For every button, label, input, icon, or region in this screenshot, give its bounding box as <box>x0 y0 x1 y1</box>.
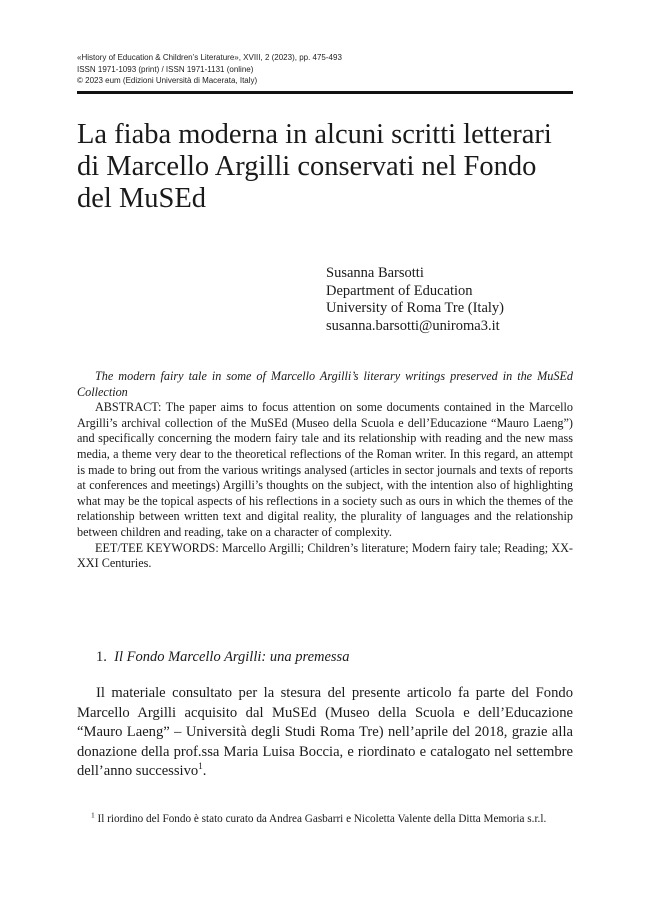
author-email: susanna.barsotti@uniroma3.it <box>326 317 500 334</box>
author-name: Susanna Barsotti <box>326 265 424 281</box>
article-title <box>77 119 577 215</box>
author-department: Department of Education <box>326 282 473 299</box>
section-number: 1. <box>96 649 107 665</box>
title-line-3: del MuSEd <box>77 183 207 214</box>
issn-line: ISSN 1971-1093 (print) / ISSN 1971-1131 (online) <box>77 64 254 74</box>
footnote-marker: 1 <box>91 810 95 820</box>
footnote-paragraph <box>77 812 573 827</box>
header-rule <box>77 91 573 94</box>
section-title: Il Fondo Marcello Argilli: una premessa <box>114 649 350 665</box>
paragraph-end: . <box>202 763 207 780</box>
keywords-text: EET/TEE KEYWORDS: Marcello Argilli; Children’s literature; Modern fairy tale; Reading; XX-XXI Centuries. <box>77 540 573 571</box>
footnote-block <box>77 812 573 827</box>
section-heading <box>96 648 349 666</box>
copyright-line: © 2023 eum (Edizioni Università di Macerata, Italy) <box>77 76 258 85</box>
english-title: The modern fairy tale in some of Marcello Argilli’s literary writings preserved in the MuSEd Collection <box>77 369 573 399</box>
title-line-1: La fiaba moderna in alcuni scritti letterari <box>77 119 552 150</box>
journal-citation: «History of Education & Children’s Literature», XVIII, 2 (2023), pp. 475-493 <box>77 53 342 62</box>
title-line-2: di Marcello Argilli conservati nel Fondo <box>77 151 537 182</box>
abstract-text: ABSTRACT: The paper aims to focus attention on some documents contained in the Marcello Argilli’s archival collection of the MuSEd (Museo della Scuola e dell’Educazione “Mauro Laeng”) and specifically concerning the modern fairy tale and its relationship with reading and the new mass media, a theme very dear to the theoretical reflections of the Roman writer. In this regard, an attempt is made to bring out from the various writings analysed (articles in sector journals and texts of reports at conferences and meetings) Argilli’s thoughts on the subject, with the intention also of highlighting what may be the topical aspects of his reflections in a society such as ours in which the themes of the relationship between written text and digital reality, the plurality of languages and the relationship between children and reading, take on a character of complexity. <box>77 400 573 539</box>
author-block <box>326 265 504 335</box>
abstract-block <box>77 369 573 572</box>
paragraph-text: Il materiale consultato per la stesura del presente articolo fa parte del Fondo Marcello Argilli acquisito dal MuSEd (Museo della Scuola e dell’Educazione “Mauro Laeng” – Università degli Studi Roma Tre) nell’aprile del 2018, grazie alla donazione della prof.ssa Maria Luisa Boccia, e riordinato e catalogato nel settembre dell’anno successivo <box>77 685 573 780</box>
footnote-text: Il riordino del Fondo è stato curato da Andrea Gasbarri e Nicoletta Valente della Ditta Memoria s.r.l. <box>94 813 547 825</box>
journal-header <box>77 52 573 87</box>
footnote-reference[interactable]: 1 <box>198 761 203 772</box>
body-paragraph <box>77 684 573 782</box>
body-text <box>77 684 573 782</box>
author-university: University of Roma Tre (Italy) <box>326 300 505 316</box>
